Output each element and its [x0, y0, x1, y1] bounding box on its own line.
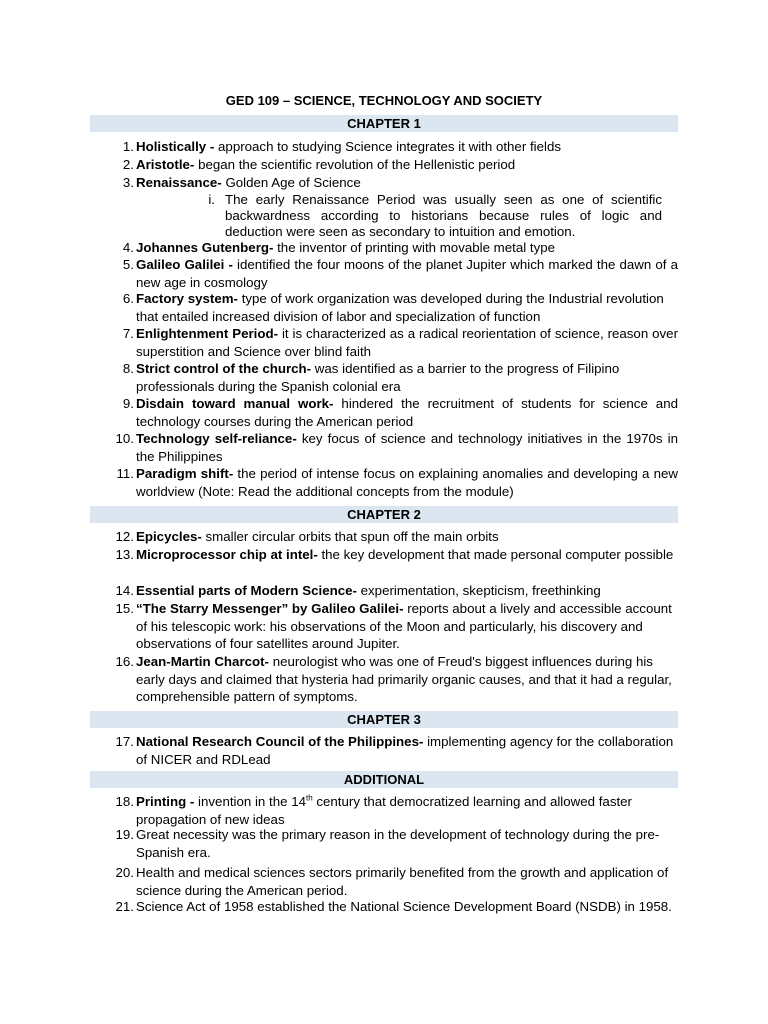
- list-item: 11. Paradigm shift- the period of intense focus on explaining anomalies and developing a new worldview (Note: Read the additional concepts from the module): [116, 466, 678, 499]
- list-item: 14. Essential parts of Modern Science- experimentation, skepticism, freethinking: [115, 583, 601, 598]
- chapter-3-heading: CHAPTER 3: [90, 711, 678, 728]
- list-item: 18. Printing - invention in the 14th century that democratized learning and allowed faster propagation of new ideas: [115, 793, 632, 827]
- chapter-1-heading: CHAPTER 1: [90, 115, 678, 132]
- list-item: 6. Factory system- type of work organization was developed during the Industrial revolution that entailed increased division of labor and specialization of function: [122, 291, 664, 324]
- list-item: 10. Technology self-reliance- key focus of science and technology initiatives in the 1970s in the Philippines: [115, 431, 679, 464]
- list-item: 12. Epicycles- smaller circular orbits that spun off the main orbits: [115, 529, 499, 544]
- list-item: 16. Jean-Martin Charcot- neurologist who was one of Freud's biggest influences during his early days and claimed that hysteria had primarily organic causes, and that it had a regular, comprehensible pattern of symptoms.: [115, 654, 672, 704]
- additional-heading: ADDITIONAL: [90, 771, 678, 788]
- list-item: 5. Galileo Galilei - identified the four moons of the planet Jupiter which marked the dawn of a new age in cosmology: [122, 257, 678, 290]
- list-item: 15. “The Starry Messenger” by Galileo Galilei- reports about a lively and accessible account of his telescopic work: his observations of the Moon and particularly, his discovery and observations of four satellites around Jupiter.: [115, 601, 672, 651]
- list-item: 3. Renaissance- Golden Age of Science: [122, 175, 361, 190]
- list-item: 7. Enlightenment Period- it is characterized as a radical reorientation of science, reason over superstition and Science over blind faith: [122, 326, 678, 359]
- sub-list-item: i. The early Renaissance Period was usually seen as one of scientific backwardness according to historians because rules of logic and deduction were seen as secondary to intuition and emotion.: [208, 192, 662, 239]
- list-item: 19. Great necessity was the primary reason in the development of technology during the pre-Spanish era.: [115, 827, 660, 860]
- list-item: 21. Science Act of 1958 established the National Science Development Board (NSDB) in 1958.: [115, 899, 672, 914]
- chapter-2-heading: CHAPTER 2: [90, 506, 678, 523]
- list-item: 2. Aristotle- began the scientific revolution of the Hellenistic period: [122, 157, 516, 172]
- list-item: 20. Health and medical sciences sectors primarily benefited from the growth and application of science during the American period.: [115, 865, 669, 898]
- list-item: 17. National Research Council of the Philippines- implementing agency for the collaboration of NICER and RDLead: [115, 734, 674, 767]
- list-item: 1. Holistically - approach to studying Science integrates it with other fields: [122, 139, 561, 154]
- list-item: 13. Microprocessor chip at intel- the key development that made personal computer possible: [115, 547, 674, 562]
- list-item: 4. Johannes Gutenberg- the inventor of printing with movable metal type: [122, 240, 556, 255]
- document-title: GED 109 – SCIENCE, TECHNOLOGY AND SOCIETY: [225, 93, 543, 108]
- list-item: 9. Disdain toward manual work- hindered the recruitment of students for science and technology courses during the American period: [122, 396, 678, 429]
- list-item: 8. Strict control of the church- was identified as a barrier to the progress of Filipino professionals during the Spanish colonial era: [122, 361, 620, 394]
